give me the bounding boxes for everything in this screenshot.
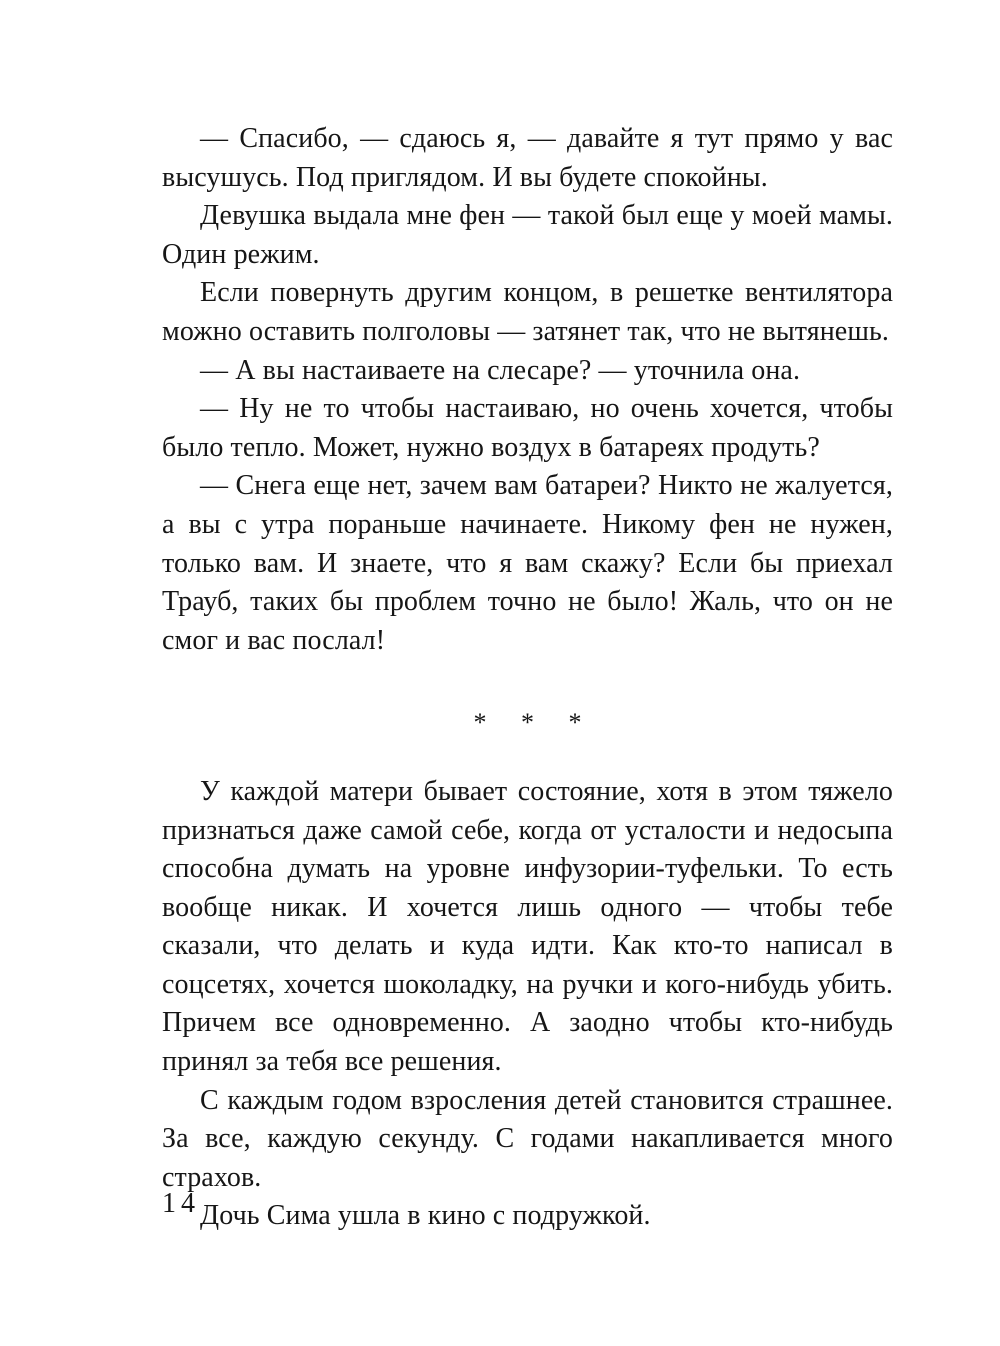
paragraph: — Спасибо, — сдаюсь я, — давайте я тут прямо у вас высушусь. Под приглядом. И вы будете спокойны. bbox=[162, 123, 893, 193]
paragraph: Дочь Сима ушла в кино с подружкой. bbox=[200, 1200, 651, 1232]
text-section-2 bbox=[162, 773, 893, 1236]
text-section-1 bbox=[162, 120, 893, 660]
paragraph: У каждой матери бывает состояние, хотя в этом тяжело признаться даже самой себе, когда от усталости и недосыпа способна думать на уровне инфузории-туфельки. То есть вообще никак. И хочется лишь одного — чтобы тебе сказали, что делать и куда идти. Как кто-то написал в соцсетях, хочется шоколадку, на ручки и кого-нибудь убить. Причем все одновременно. А заодно чтобы кто-нибудь принял за тебя все решения. bbox=[162, 775, 893, 1078]
page-number: 14 bbox=[162, 1188, 200, 1219]
paragraph: — Снега еще нет, зачем вам батареи? Никто не жалуется, а вы с утра пораньше начинаете. Никому фен не нужен, только вам. И знаете, что я вам скажу? Если бы приехал Трауб, таких бы проблем точно не было! Жаль, что он не смог и вас послал! bbox=[162, 470, 893, 656]
paragraph: Если повернуть другим концом, в решетке вентилятора можно оставить полголовы — затянет так, что не вытянешь. bbox=[162, 277, 893, 347]
section-separator: * * * bbox=[473, 708, 596, 738]
paragraph: С каждым годом взросления детей становится страшнее. За все, каждую секунду. С годами накапливается много страхов. bbox=[162, 1084, 893, 1193]
page-body bbox=[162, 120, 893, 1236]
paragraph: — А вы настаиваете на слесаре? — уточнила она. bbox=[200, 354, 801, 386]
paragraph: — Ну не то чтобы настаиваю, но очень хочется, чтобы было тепло. Может, нужно воздух в батареях продуть? bbox=[162, 393, 893, 463]
paragraph: Девушка выдала мне фен — такой был еще у моей мамы. Один режим. bbox=[162, 200, 893, 270]
